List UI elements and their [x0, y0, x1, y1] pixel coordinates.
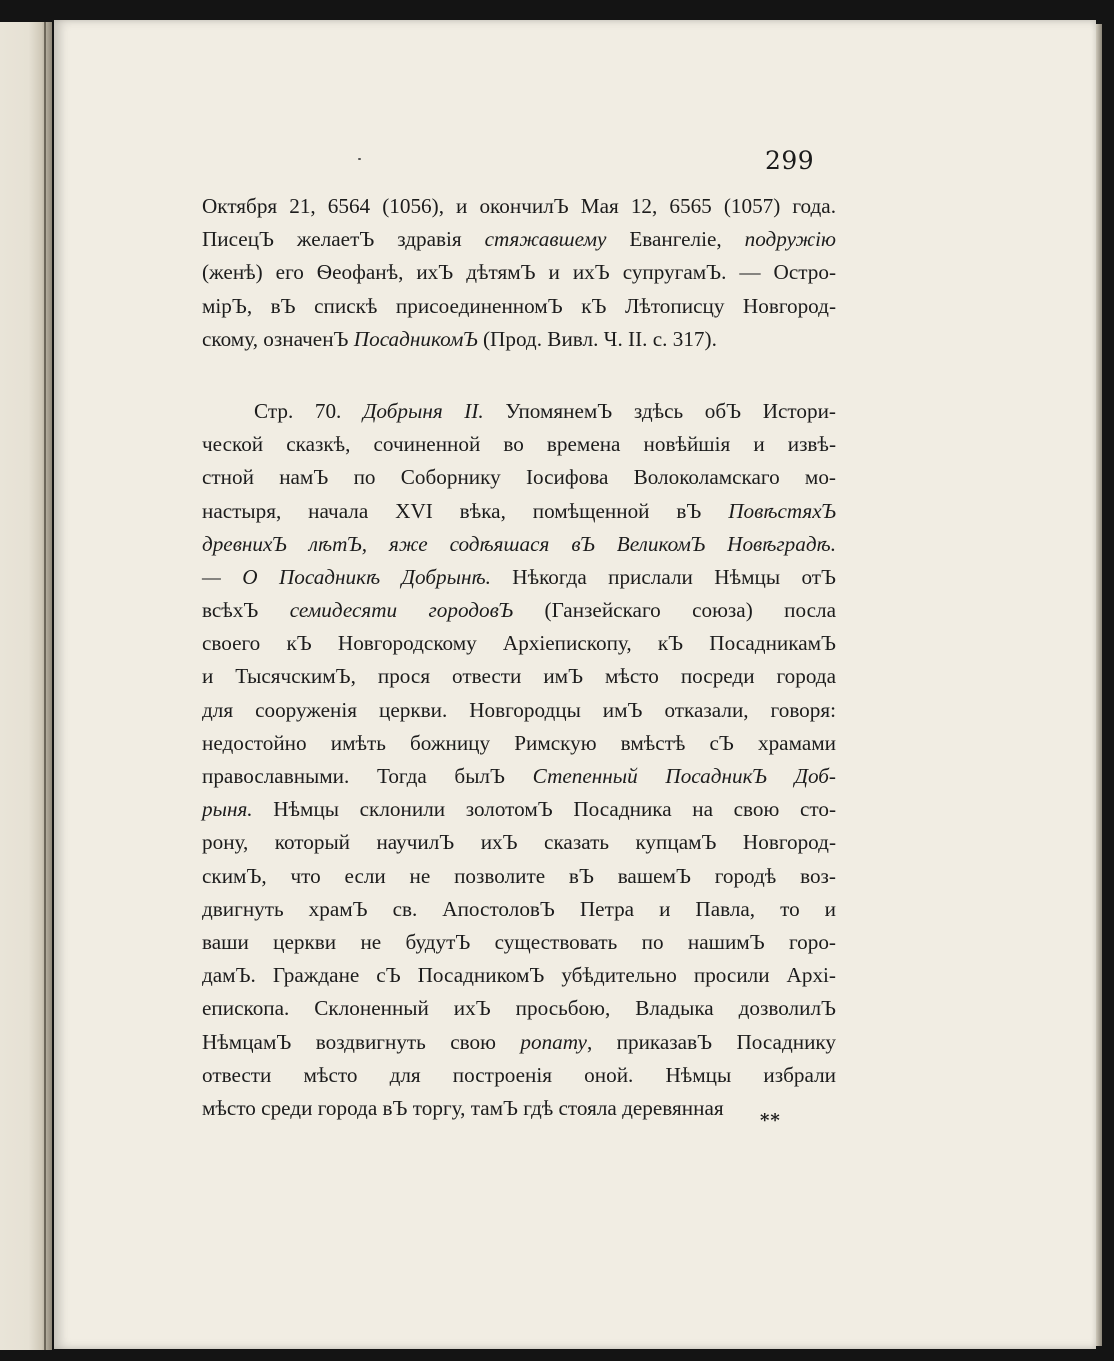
text-run: своего кЪ Новгородскому Архіепископу, кЪ ПосадникамЪ — [202, 631, 836, 656]
paragraph-2 — [202, 395, 836, 1125]
text-line — [202, 893, 836, 926]
text-run: (Прод. Вивл. Ч. II. с. 317). — [477, 326, 717, 351]
text-run: скимЪ, что если не позволите вЪ вашемЪ городѣ воз- — [202, 863, 836, 888]
italic-text-run: семидесяти городовЪ — [289, 598, 514, 623]
page-number: 299 — [765, 146, 815, 175]
text-run: для сооруженія церкви. Новгородцы имЪ отказали, говоря: — [202, 697, 836, 722]
ink-speck — [358, 158, 361, 160]
text-line — [202, 793, 836, 826]
text-line — [202, 660, 836, 693]
text-run: , приказавЪ Посаднику — [586, 1029, 836, 1054]
page-stack-edge — [1096, 24, 1102, 1346]
text-line — [202, 395, 836, 428]
text-line — [202, 190, 836, 223]
text-run: ПисецЪ желаетЪ здравія — [202, 227, 485, 252]
text-line — [202, 926, 836, 959]
text-run: всѣхЪ — [202, 598, 290, 623]
italic-text-run: ПосадникомЪ — [353, 326, 478, 351]
text-run: стной намЪ по Соборнику Іосифова Волоколамскаго мо- — [202, 465, 836, 490]
text-line — [202, 1092, 836, 1125]
text-line — [202, 694, 836, 727]
text-line — [202, 959, 836, 992]
text-run: дамЪ. Граждане сЪ ПосадникомЪ убѣдительно просили Архі- — [202, 963, 836, 988]
text-line — [202, 826, 836, 859]
italic-text-run: ПовѣстяхЪ — [728, 498, 836, 523]
text-run: Евангеліе, — [606, 227, 745, 252]
italic-text-run: Степенный ПосадникЪ Доб- — [532, 764, 836, 788]
text-run: отвести мѣсто для построенія оной. Нѣмцы избрали — [202, 1062, 836, 1087]
text-run: и ТысячскимЪ, прося отвести имЪ мѣсто посреди города — [202, 664, 836, 689]
text-run: рону, который научилЪ ихЪ сказать купцамЪ Новгород- — [202, 830, 836, 855]
italic-text-run: рыня. — [202, 797, 253, 822]
text-run: Нѣмцы склонили золотомЪ Посадника на свою сто- — [252, 797, 836, 822]
text-line — [202, 594, 836, 627]
text-line — [202, 223, 836, 256]
text-run: Октября 21, 6564 (1056), и окончилЪ Мая 12, 6565 (1057) года. — [202, 194, 836, 218]
text-run: (Ганзейскаго союза) посла — [513, 598, 836, 623]
text-line — [202, 256, 836, 289]
text-run: скому, означенЪ — [202, 326, 354, 351]
book-gutter — [44, 22, 46, 1350]
text-run: ваши церкви не будутЪ существовать по нашимЪ горо- — [202, 929, 836, 954]
text-line — [202, 528, 836, 561]
text-run: двигнуть храмЪ св. АпостоловЪ Петра и Павла, то и — [202, 896, 836, 921]
text-line — [202, 860, 836, 893]
italic-text-run: ропату — [520, 1029, 587, 1054]
text-line — [202, 428, 836, 461]
text-run: мѣсто среди города вЪ торгу, тамЪ гдѣ стояла деревянная — [202, 1095, 724, 1120]
italic-text-run: Добрыня II. — [362, 398, 484, 423]
text-line — [202, 495, 836, 528]
text-line — [202, 461, 836, 494]
text-run: Нѣкогда прислали Нѣмцы отЪ — [490, 564, 836, 589]
text-run: ческой сказкѣ, сочиненной во времена новѣйшія и извѣ- — [202, 432, 836, 457]
text-run: епископа. Склоненный ихЪ просьбою, Владыка дозволилЪ — [202, 996, 836, 1021]
text-run: УпомянемЪ здѣсь обЪ Истори- — [483, 398, 836, 423]
text-run: недостойно имѣть божницу Римскую вмѣстѣ сЪ храмами — [202, 730, 836, 755]
text-run: (женѣ) его Ѳеофанѣ, ихЪ дѣтямЪ и ихЪ супругамЪ. — Остро- — [202, 260, 836, 285]
text-line — [202, 561, 836, 594]
page-body-text — [202, 190, 836, 1125]
text-line — [202, 1059, 836, 1092]
text-line — [202, 323, 836, 356]
italic-text-run: стяжавшему — [484, 227, 607, 252]
italic-text-run: древнихЪ лѣтЪ, яже содѣяшася вЪ ВеликомЪ Новѣградѣ. — [202, 531, 836, 556]
paragraph-1 — [202, 190, 836, 356]
signature-mark: ** — [760, 1110, 781, 1131]
text-line — [202, 760, 836, 793]
text-run: православными. Тогда былЪ — [202, 764, 533, 788]
italic-text-run: — О Посадникѣ Добрынѣ. — [202, 564, 491, 589]
text-line — [202, 1026, 836, 1059]
text-line — [202, 627, 836, 660]
italic-text-run: подружію — [744, 227, 836, 252]
text-run: НѣмцамЪ воздвигнуть свою — [202, 1029, 521, 1054]
text-run: мірЪ, вЪ спискѣ присоединенномЪ кЪ Лѣтописцу Новгород- — [202, 293, 836, 318]
text-line — [202, 727, 836, 760]
text-line — [202, 290, 836, 323]
text-run: Стр. 70. — [254, 398, 363, 423]
paragraph-gap — [202, 356, 836, 395]
text-line — [202, 992, 836, 1025]
text-run: настыря, начала XVI вѣка, помѣщенной вЪ — [202, 498, 729, 523]
